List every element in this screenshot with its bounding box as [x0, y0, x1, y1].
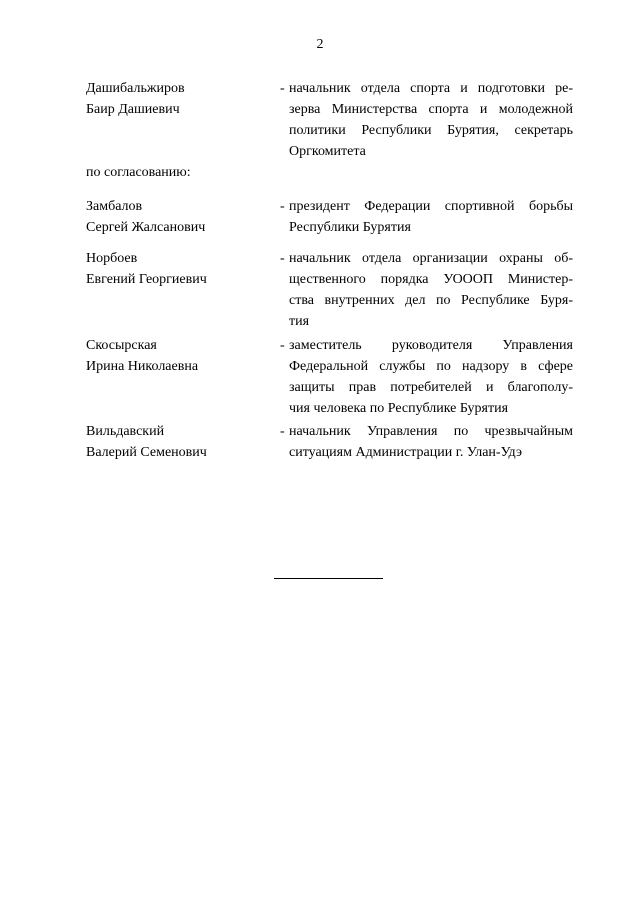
- given-names: Ирина Николаевна: [86, 359, 199, 374]
- description-line: начальник Управления по чрезвычайным: [289, 424, 573, 439]
- description-line: президент Федерации спортивной борьбы: [289, 199, 573, 214]
- dash-separator: -: [280, 81, 285, 96]
- description-line: Оргкомитета: [289, 144, 366, 159]
- position-description: [289, 421, 573, 463]
- description-line: начальник отдела спорта и подготовки ре-: [289, 81, 573, 96]
- surname: Замбалов: [86, 199, 143, 214]
- given-names: Евгений Георгиевич: [86, 272, 207, 287]
- position-description: [289, 196, 573, 238]
- dash-separator: -: [280, 424, 285, 439]
- surname: Дашибальжиров: [86, 81, 185, 96]
- person-name: [86, 78, 266, 120]
- agreement-heading: по согласованию:: [86, 165, 191, 180]
- position-description: [289, 78, 573, 162]
- position-description: [289, 335, 573, 419]
- person-name: [86, 421, 266, 463]
- description-line: начальник отдела организации охраны об-: [289, 251, 573, 266]
- person-name: [86, 335, 266, 377]
- surname: Норбоев: [86, 251, 138, 266]
- page-number: 2: [316, 37, 324, 52]
- given-names: Сергей Жалсанович: [86, 220, 206, 235]
- dash-separator: -: [280, 338, 285, 353]
- description-line: ситуациям Администрации г. Улан-Удэ: [289, 445, 522, 460]
- description-line: Республики Бурятия: [289, 220, 411, 235]
- description-line: защиты прав потребителей и благополу-: [289, 380, 573, 395]
- surname: Скосырская: [86, 338, 157, 353]
- dash-separator: -: [280, 199, 285, 214]
- position-description: [289, 248, 573, 332]
- end-of-document-rule: [274, 578, 383, 579]
- description-line: Федеральной службы по надзору в сфере: [289, 359, 573, 374]
- description-line: зерва Министерства спорта и молодежной: [289, 102, 573, 117]
- given-names: Баир Дашиевич: [86, 102, 180, 117]
- description-line: щественного порядка УОООП Министер-: [289, 272, 573, 287]
- description-line: тия: [289, 314, 310, 329]
- given-names: Валерий Семенович: [86, 445, 207, 460]
- person-name: [86, 248, 266, 290]
- description-line: чия человека по Республике Бурятия: [289, 401, 509, 416]
- description-line: политики Республики Бурятия, секретарь: [289, 123, 573, 138]
- dash-separator: -: [280, 251, 285, 266]
- description-line: заместитель руководителя Управления: [289, 338, 573, 353]
- surname: Вильдавский: [86, 424, 165, 439]
- description-line: ства внутренних дел по Республике Буря-: [289, 293, 573, 308]
- person-name: [86, 196, 266, 238]
